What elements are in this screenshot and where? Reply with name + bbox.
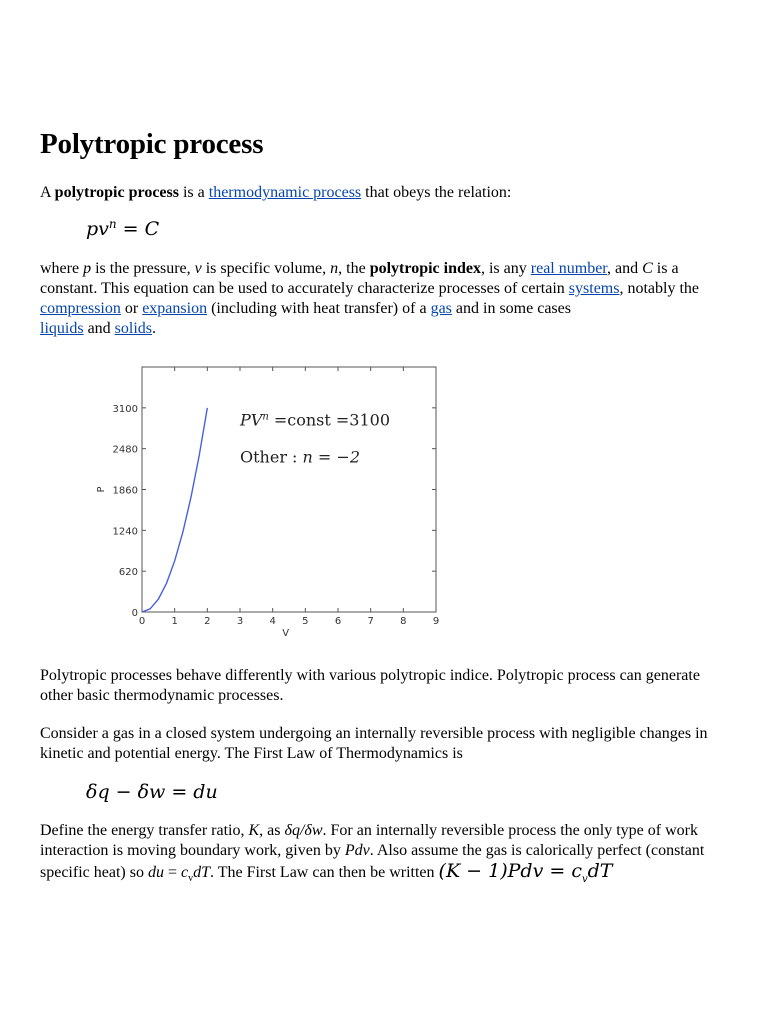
text: , and <box>606 260 643 277</box>
behaviour-paragraph: Polytropic processes behave differently with various polytropic indice. Polytropic process can generate other basic thermodynamic processes. <box>40 667 700 704</box>
definition-paragraph <box>40 259 730 339</box>
text: where <box>40 260 84 277</box>
first-law-paragraph: Consider a gas in a closed system undergoing an internally reversible process with negligible changes in kinetic and potential energy. The First Law of Thermodynamics is <box>40 725 708 762</box>
text: is a constant. This equation can be used to accurately characterize processes of certain <box>40 260 679 297</box>
link-liquids[interactable]: liquids <box>40 320 84 337</box>
x-tick-label: 7 <box>367 616 374 627</box>
text: or <box>120 300 143 317</box>
eq3-main: (K − 1)Pdv = c <box>438 860 582 882</box>
energy-ratio-paragraph <box>40 821 730 883</box>
var-v: v <box>194 260 202 277</box>
text: . <box>152 320 157 337</box>
y-tick-label: 3100 <box>112 403 138 415</box>
intro-text: is a <box>178 184 209 201</box>
text: , the <box>338 260 370 277</box>
x-tick-label: 9 <box>432 616 440 627</box>
link-gas[interactable]: gas <box>430 300 452 317</box>
link-real-number[interactable]: real number <box>530 260 607 277</box>
term-polytropic-index: polytropic index <box>369 260 481 277</box>
link-compression[interactable]: compression <box>40 300 121 317</box>
text: . For an internally reversible process the only type of work interaction is moving boundary work, given by <box>40 822 698 859</box>
text: . Also assume the gas is calorically perfect (constant specific heat) so <box>40 842 705 881</box>
y-tick-label: 2480 <box>112 444 138 456</box>
var-cv: c <box>180 864 189 881</box>
var-pdv: Pdv <box>344 842 370 859</box>
intro-text: that obeys the relation: <box>361 184 512 201</box>
term-polytropic-process: polytropic process <box>54 184 179 201</box>
y-tick-label: 0 <box>131 608 138 619</box>
x-axis-label: V <box>282 628 290 639</box>
text: and <box>83 320 115 337</box>
page-title: Polytropic process <box>40 128 264 160</box>
eq3-sub: v <box>581 873 588 885</box>
text: , is any <box>480 260 531 277</box>
x-tick-label: 0 <box>138 616 146 627</box>
x-tick-label: 5 <box>302 616 309 627</box>
var-cv-sub: v <box>188 873 194 885</box>
pv-chart <box>96 362 450 642</box>
text: , as <box>259 822 285 839</box>
equation-polytropic-relation <box>86 218 159 240</box>
var-du: du <box>147 864 164 881</box>
y-tick-label: 620 <box>118 567 138 579</box>
text: is the pressure, <box>91 260 195 277</box>
text: (including with heat transfer) of a <box>207 300 431 317</box>
var-n: n <box>330 260 339 277</box>
x-tick-label: 6 <box>334 616 342 627</box>
x-tick-label: 8 <box>400 616 407 627</box>
text: , notably the <box>619 280 700 297</box>
intro-text: A <box>40 184 55 201</box>
y-tick-label: 1860 <box>112 485 138 497</box>
text: Define the energy transfer ratio, <box>40 822 249 839</box>
annotation-other-n: Other : n = −2 <box>240 447 360 467</box>
link-thermodynamic-process[interactable]: thermodynamic process <box>208 184 362 201</box>
link-solids[interactable]: solids <box>114 320 153 337</box>
eq-pv: pv <box>86 218 109 240</box>
var-dt: dT <box>193 864 210 881</box>
equation-first-law-ratio <box>438 860 613 885</box>
equation-first-law: δq − δw = du <box>86 781 218 803</box>
text: . The First Law can then be written <box>210 864 439 881</box>
plot-frame <box>142 367 436 612</box>
var-ratio: δq/δw <box>284 822 323 839</box>
var-k: K <box>248 822 260 839</box>
link-systems[interactable]: systems <box>568 280 620 297</box>
eq-exponent: n <box>108 217 117 231</box>
x-tick-label: 1 <box>171 616 178 627</box>
text: is specific volume, <box>201 260 331 277</box>
var-p: p <box>83 260 92 277</box>
text: = <box>163 864 181 881</box>
eq-rhs: = C <box>116 218 160 240</box>
var-c: C <box>642 260 653 277</box>
link-expansion[interactable]: expansion <box>142 300 208 317</box>
x-tick-label: 3 <box>236 616 244 627</box>
annotation-pvn-const: $PV^n$ =const =3100 <box>240 410 391 430</box>
intro-paragraph <box>40 183 730 203</box>
y-tick-label: 1240 <box>112 526 138 538</box>
y-axis-label: P <box>96 486 107 493</box>
text: and in some cases <box>451 300 571 317</box>
x-tick-label: 4 <box>269 616 276 627</box>
x-tick-label: 2 <box>204 616 211 627</box>
eq3-dt: dT <box>587 860 613 882</box>
